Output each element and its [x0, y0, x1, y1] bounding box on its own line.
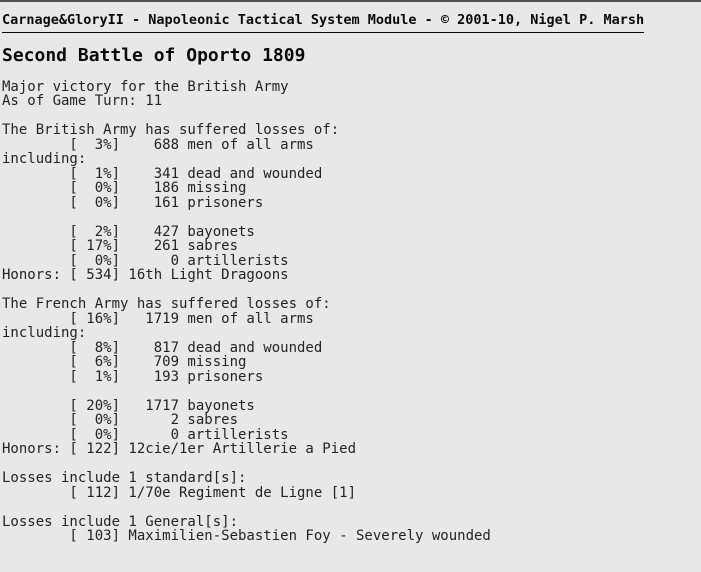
report-line: As of Game Turn: 11: [2, 93, 163, 109]
report-line: [ 3%] 688 men of all arms: [2, 136, 314, 153]
report-line: [ 6%] 709 missing: [2, 354, 247, 370]
section-battle-result: [2, 80, 701, 109]
report-line: including:: [2, 151, 87, 167]
battle-title: Second Battle of Oporto 1809: [2, 45, 306, 66]
report-line: [ 0%] 186 missing: [2, 180, 247, 196]
report-line: The British Army has suffered losses of:: [2, 122, 340, 138]
section-british-arms-losses: [2, 225, 701, 283]
report-line: Losses include 1 standard[s]:: [2, 470, 247, 486]
report-line: [ 1%] 341 dead and wounded: [2, 165, 323, 182]
report-line: [ 103] Maximilien-Sebastien Foy - Severely wounded: [2, 528, 491, 544]
section-british-personnel-losses: [2, 123, 701, 210]
report-line: Honors: [ 534] 16th Light Dragoons: [2, 267, 289, 283]
report-line: [ 16%] 1719 men of all arms: [2, 310, 314, 327]
report-line: [ 2%] 427 bayonets: [2, 223, 255, 240]
report-line: Losses include 1 General[s]:: [2, 513, 239, 530]
report-line: [ 8%] 817 dead and wounded: [2, 339, 323, 356]
section-standard-losses: [2, 471, 701, 500]
app-title-bar: Carnage&GloryII - Napoleonic Tactical System Module - © 2001-10, Nigel P. Marsh: [2, 13, 644, 33]
report-line: including:: [2, 325, 87, 341]
report-line: [ 0%] 0 artillerists: [2, 252, 289, 269]
report-line: The French Army has suffered losses of:: [2, 296, 331, 312]
section-french-personnel-losses: [2, 297, 701, 384]
report-line: [ 0%] 0 artillerists: [2, 426, 289, 443]
section-general-losses: [2, 515, 701, 544]
report-line: Major victory for the British Army: [2, 78, 289, 95]
report-line: [ 17%] 261 sabres: [2, 238, 239, 254]
report-line: [ 1%] 193 prisoners: [2, 368, 264, 385]
section-french-arms-losses: [2, 399, 701, 457]
report-line: [ 0%] 2 sabres: [2, 412, 239, 428]
report-line: [ 20%] 1717 bayonets: [2, 397, 255, 414]
report-line: [ 112] 1/70e Regiment de Ligne [1]: [2, 484, 357, 501]
report-content: [0, 2, 701, 544]
report-sections: [2, 80, 701, 544]
report-line: [ 0%] 161 prisoners: [2, 194, 264, 211]
report-line: Honors: [ 122] 12cie/1er Artillerie a Pied: [2, 441, 357, 457]
